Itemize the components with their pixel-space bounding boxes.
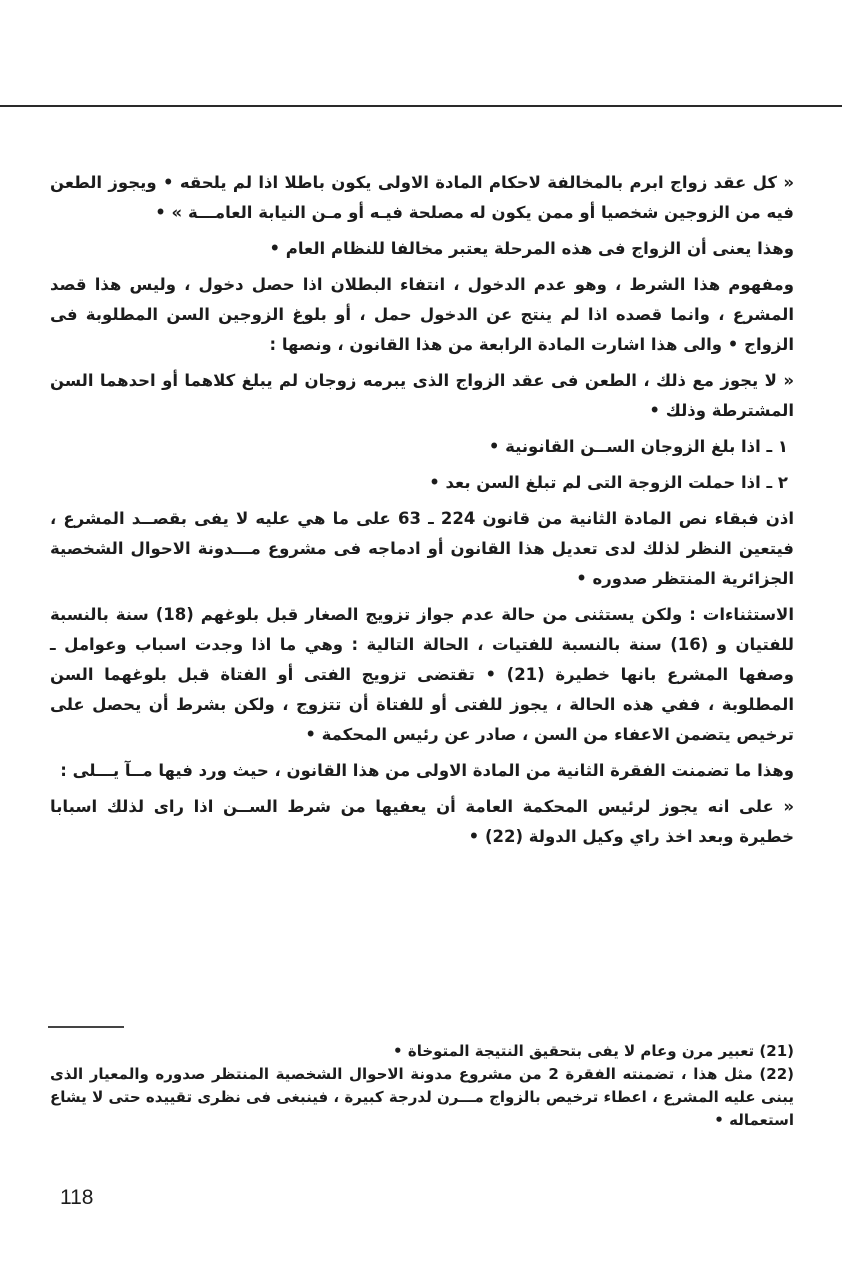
page-body xyxy=(50,168,794,858)
footnote-22: (22) مثل هذا ، تضمنته الفقرة 2 من مشروع مدونة الاحوال الشخصية المنتظر صدوره والمعيار الذى يبنى عليه المشرع ، اعطاء ترخيص بالزواج مـــرن لدرجة كبيرة ، فينبغى فى نظرى تقييده حتى لا يشاع استعماله • xyxy=(50,1065,794,1129)
list-item-2: ٢ ـ اذا حملت الزوجة التى لم تبلغ السن بعد • xyxy=(429,473,788,492)
footnote-separator xyxy=(48,1026,124,1028)
following-case-heading: الحالة التالية : xyxy=(351,635,478,654)
footnotes xyxy=(50,1040,794,1132)
quote-paragraph-article-4: « لا يجوز مع ذلك ، الطعن فى عقد الزواج الذى يبرمه زوجان لم يبلغ كلاهما أو احدهما السن المشترطة وذلك • xyxy=(50,371,794,420)
paragraph-condition-meaning: ومفهوم هذا الشرط ، وهو عدم الدخول ، انتفاء البطلان اذا حصل دخول ، وليس هذا قصد المشرع ، وانما قصده اذا لم ينتج عن الدخول حمل ، أو بلوغ الزوجين السن المطلوبة فى الزواج • والى هذا اشارت المادة الرابعة من هذا القانون ، ونصها : xyxy=(50,275,794,354)
exceptions-text-b: وهي ما اذا وجدت اسباب وعوامل ـ وصفها المشرع بانها خطيرة (21) • تقتضى تزويج الفتى أو الفتاة قبل بلوغهما السن المطلوبة ، ففي هذه الحالة ، يجوز للفتى أو للفتاة أن تتزوج ، ولكن بشرط أن يحصل على ترخيص يتضمن الاعفاء من السن ، صادر عن رئيس المحكمة • xyxy=(50,635,794,744)
header-rule xyxy=(0,105,842,107)
paragraph-exceptions xyxy=(50,600,794,750)
exceptions-text-a: ولكن يستثنى من حالة عدم جواز تزويج الصغار قبل بلوغهم (18) سنة بالنسبة للفتيان و (16) سنة بالنسبة للفتيات ، xyxy=(50,605,794,654)
footnote-21: (21) تعبير مرن وعام لا يفى بتحقيق النتيجة المتوخاة • xyxy=(393,1042,794,1060)
page-number: 118 xyxy=(60,1186,94,1209)
exceptions-heading: الاستثناءات : xyxy=(689,605,794,624)
quote-paragraph-court-president: « على انه يجوز لرئيس المحكمة العامة أن يعفيها من شرط الســن اذا راى لذلك اسبابا خطيرة وبعد اخذ راي وكيل الدولة (22) • xyxy=(50,797,794,846)
list-item-1: ١ ـ اذا بلغ الزوجان الســن القانونية • xyxy=(488,437,788,456)
quote-paragraph-article-1: « كل عقد زواج ابرم بالمخالفة لاحكام المادة الاولى يكون باطلا اذا لم يلحقه • ويجوز الطعن فيه من الزوجين شخصيا أو ممن يكون له مصلحة فيـه أو مـن النيابة العامـــة » • xyxy=(50,173,794,222)
paragraph-second-clause: وهذا ما تضمنت الفقرة الثانية من المادة الاولى من هذا القانون ، حيث ورد فيها مــآ يـــلى : xyxy=(60,761,794,780)
paragraph-public-order: وهذا يعنى أن الزواج فى هذه المرحلة يعتبر مخالفا للنظام العام • xyxy=(269,239,794,258)
paragraph-law-224-63: اذن فبقاء نص المادة الثانية من قانون 224 ـ 63 على ما هي عليه لا يفى بقصــد المشرع ، فيتعين النظر لذلك لدى تعديل هذا القانون أو ادماجه فى مشروع مـــدونة الاحوال الشخصية الجزائرية المنتظر صدوره • xyxy=(50,509,794,588)
